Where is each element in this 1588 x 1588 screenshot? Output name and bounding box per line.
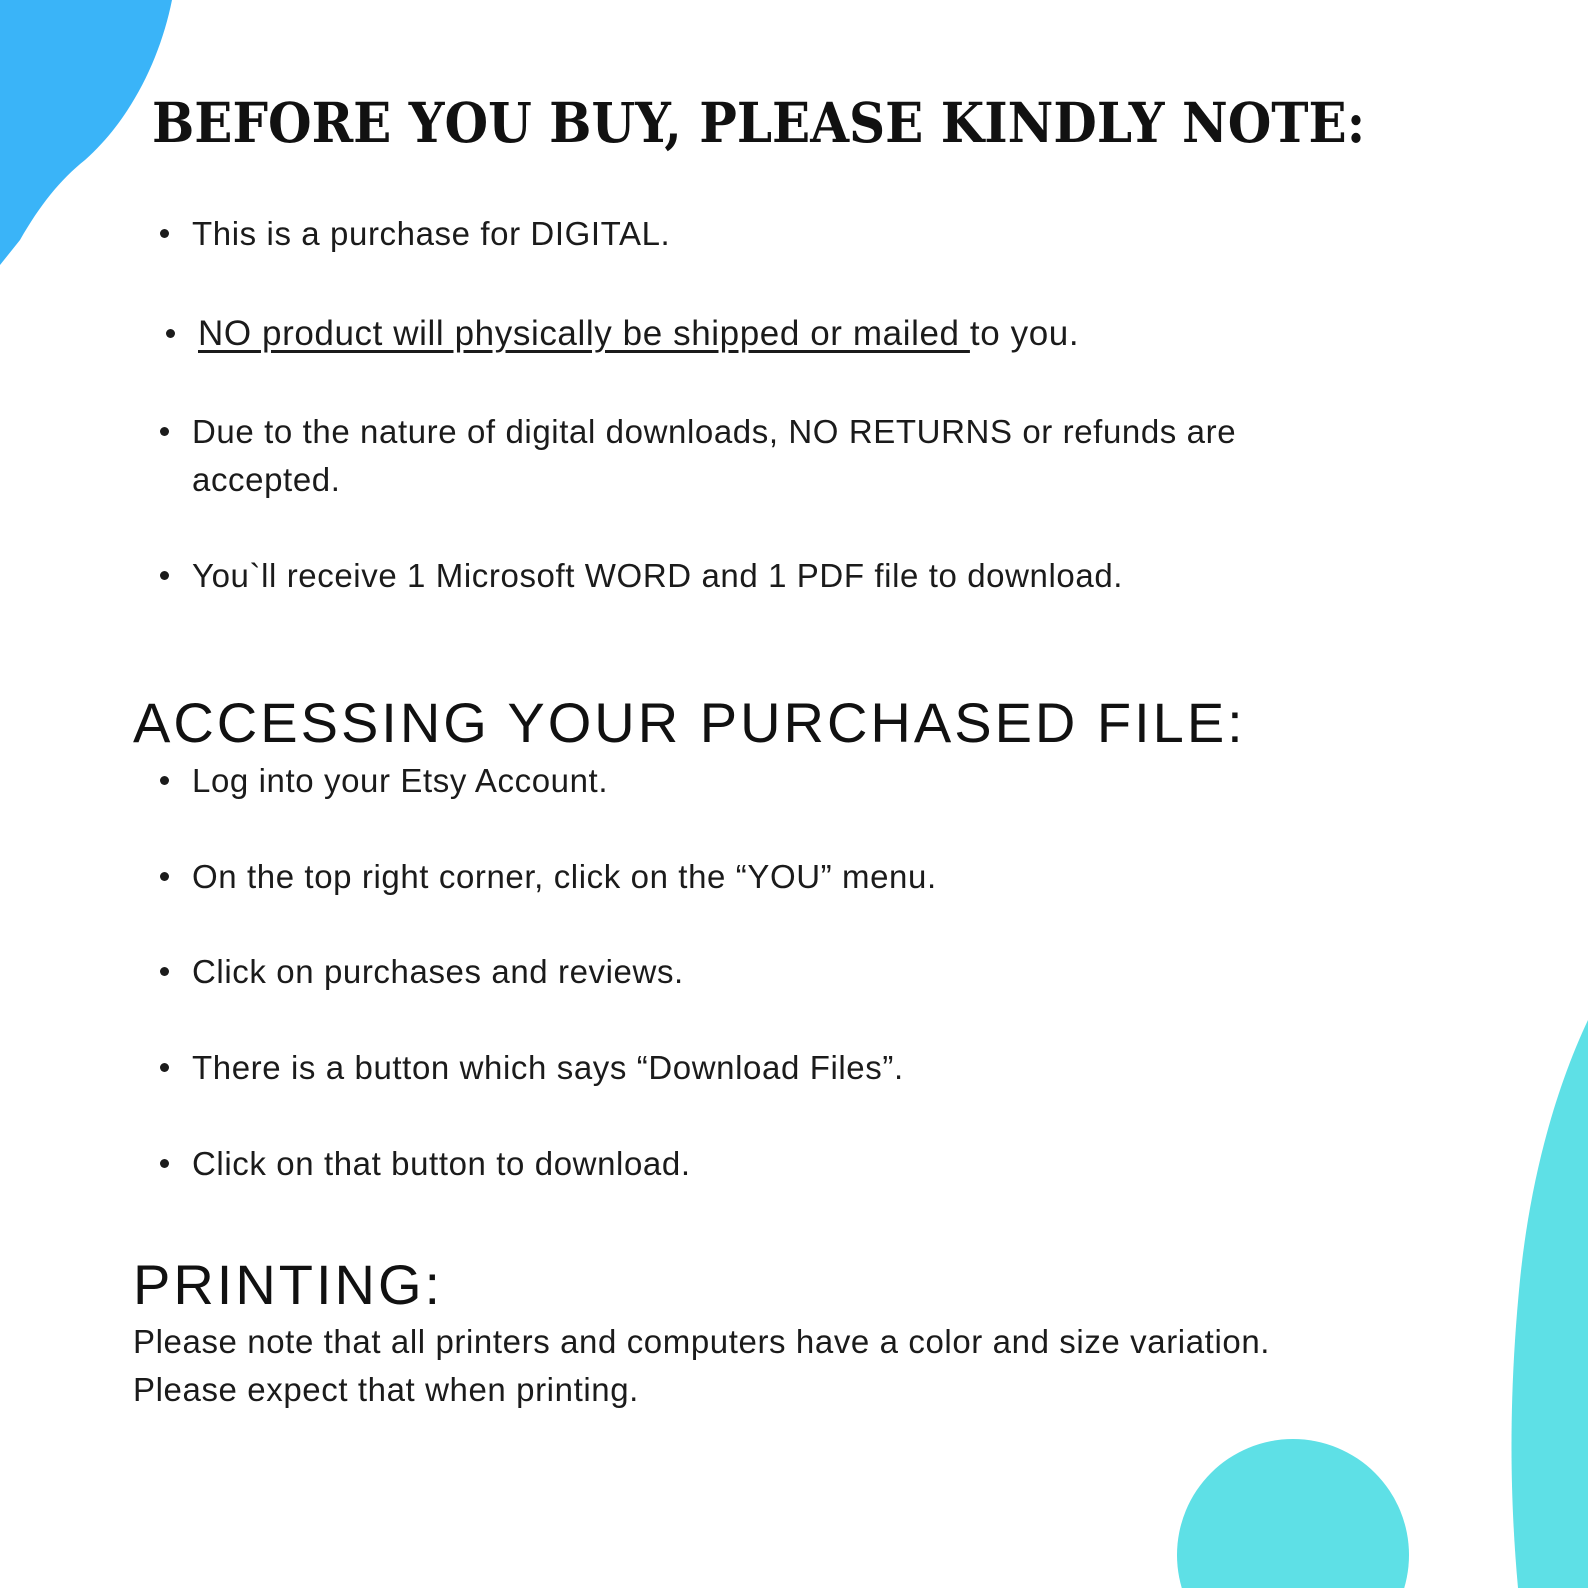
right-edge-blob	[1512, 1020, 1588, 1588]
bullet-dot	[160, 427, 169, 436]
underlined-shipping-text: NO product will physically be shipped or mailed	[198, 314, 970, 353]
list-item	[160, 408, 1380, 504]
bullet-dot	[160, 1063, 169, 1072]
list-item	[160, 552, 1440, 600]
list-item	[160, 1140, 1440, 1188]
list-item	[160, 757, 1440, 805]
notice-item-files: You`ll receive 1 Microsoft WORD and 1 PDF file to download.	[192, 557, 1124, 594]
top-left-blob	[0, 0, 172, 265]
list-item	[160, 853, 1440, 901]
list-item	[160, 948, 1440, 996]
accessing-item-you-menu: On the top right corner, click on the “YOU” menu.	[192, 858, 937, 895]
printing-line-1: Please note that all printers and computers have a color and size variation.	[133, 1323, 1271, 1360]
bullet-dot	[166, 329, 175, 338]
bullet-dot	[160, 571, 169, 580]
bullet-dot	[160, 1159, 169, 1168]
bullet-dot	[160, 872, 169, 881]
notice-heading: BEFORE YOU BUY, PLEASE KINDLY NOTE:	[152, 90, 1366, 155]
notice-item-shipping	[198, 310, 1446, 358]
bullet-dot	[160, 229, 169, 238]
accessing-item-login: Log into your Etsy Account.	[192, 762, 609, 799]
printing-note	[133, 1318, 1533, 1414]
accessing-item-download-button: There is a button which says “Download Files”.	[192, 1049, 904, 1086]
notice-item-digital: This is a purchase for DIGITAL.	[192, 215, 671, 252]
list-item	[160, 1044, 1440, 1092]
accessing-item-click-download: Click on that button to download.	[192, 1145, 691, 1182]
accessing-item-purchases: Click on purchases and reviews.	[192, 953, 684, 990]
accessing-heading: ACCESSING YOUR PURCHASED FILE:	[133, 691, 1246, 754]
shipping-text-end: to you.	[969, 314, 1080, 353]
bullet-dot	[160, 967, 169, 976]
list-item	[160, 210, 1440, 258]
bullet-dot	[160, 776, 169, 785]
printing-line-2: Please expect that when printing.	[133, 1371, 639, 1408]
list-item	[166, 310, 1446, 358]
notice-item-returns: Due to the nature of digital downloads, NO RETURNS or refunds are accepted.	[192, 413, 1237, 498]
printing-heading: PRINTING:	[133, 1253, 444, 1316]
bottom-circle-blob	[1177, 1439, 1409, 1588]
